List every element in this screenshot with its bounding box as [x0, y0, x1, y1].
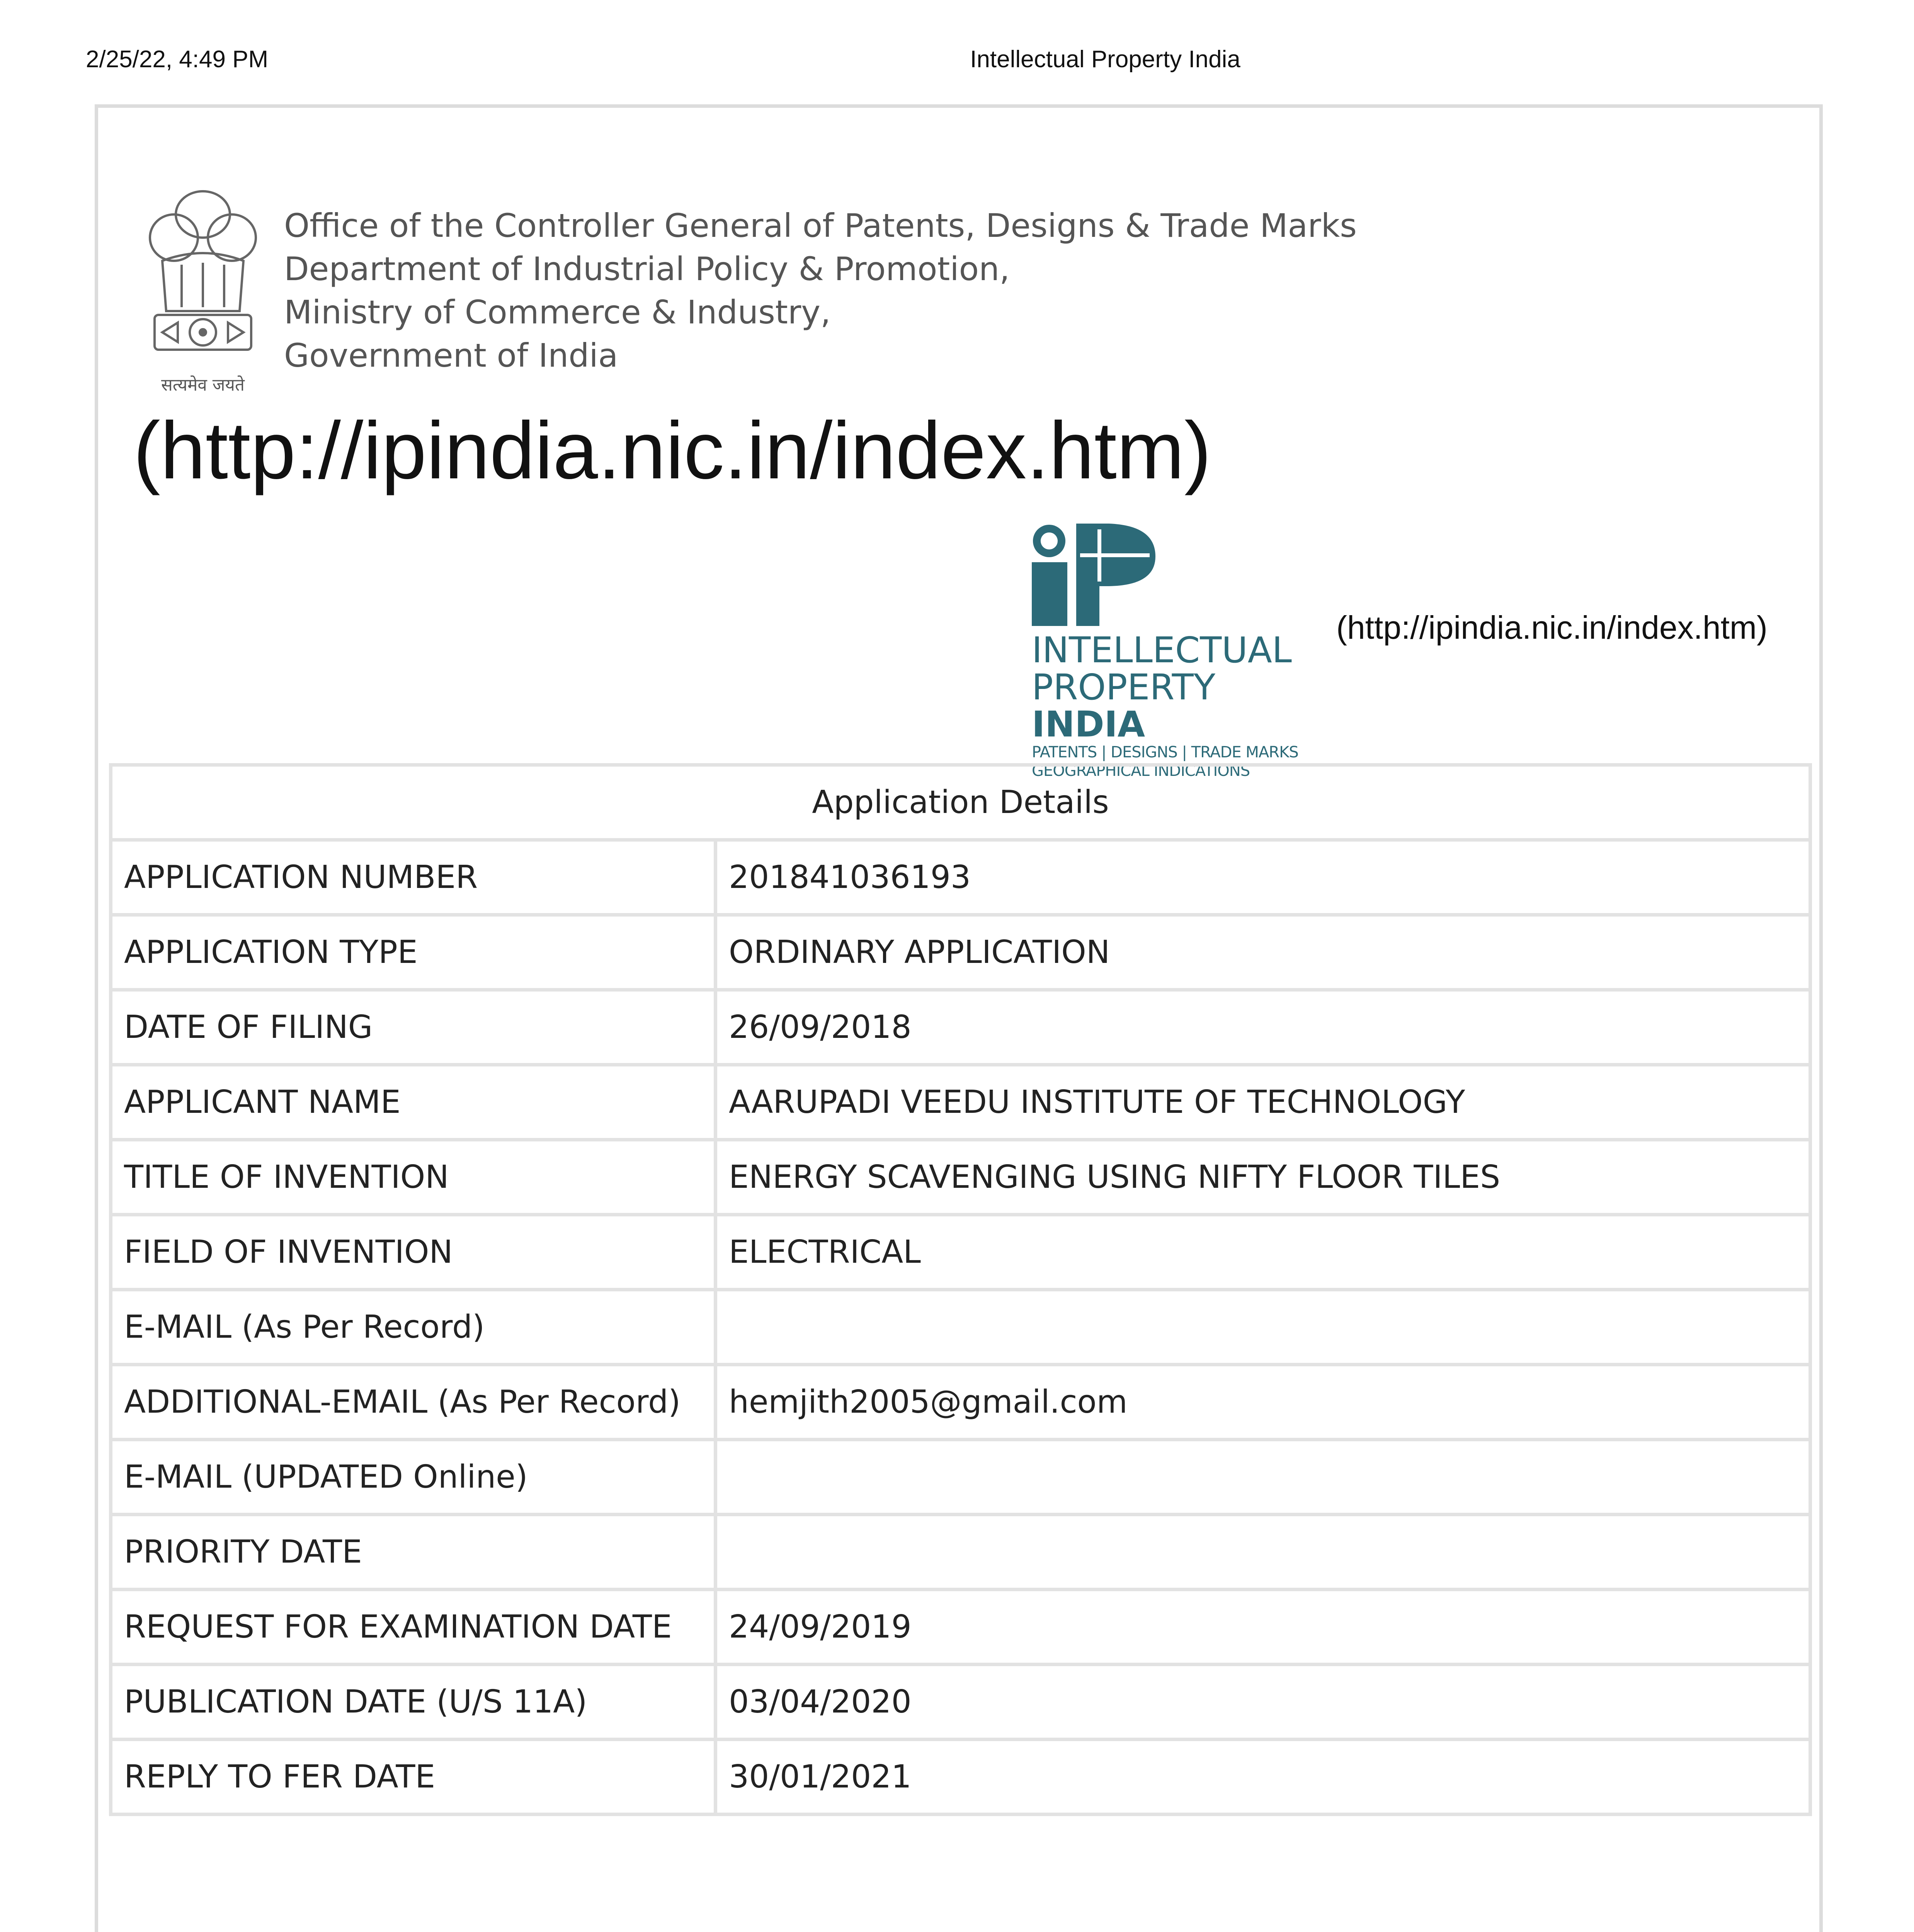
national-emblem-icon — [139, 184, 267, 369]
office-home-link[interactable]: (http://ipindia.nic.in/index.htm) — [133, 405, 1211, 496]
logo-text-intellectual: INTELLECTUAL — [1032, 629, 1292, 671]
row-label: FIELD OF INVENTION — [111, 1215, 716, 1290]
table-row — [111, 990, 1810, 1065]
table-row — [111, 840, 1810, 915]
details-heading: Application Details — [111, 765, 1810, 840]
logo-text-categories: PATENTS | DESIGNS | TRADE MARKS — [1032, 743, 1298, 761]
table-row — [111, 1440, 1810, 1515]
row-value: 26/09/2018 — [716, 990, 1810, 1065]
row-value — [716, 1290, 1810, 1365]
row-label: APPLICANT NAME — [111, 1065, 716, 1140]
table-row — [111, 1665, 1810, 1740]
row-value: ENERGY SCAVENGING USING NIFTY FLOOR TILES — [716, 1140, 1810, 1215]
office-line-4: Government of India — [284, 337, 618, 374]
logo-text-gi: GEOGRAPHICAL INDICATIONS — [1032, 762, 1250, 780]
application-details-table — [109, 763, 1812, 1816]
emblem-motto: सत्यमेव जयते — [161, 375, 245, 395]
row-label: TITLE OF INVENTION — [111, 1140, 716, 1215]
office-block — [284, 204, 1357, 377]
row-value: AARUPADI VEEDU INSTITUTE OF TECHNOLOGY — [716, 1065, 1810, 1140]
office-line-3: Ministry of Commerce & Industry, — [284, 293, 831, 331]
row-value: hemjith2005@gmail.com — [716, 1365, 1810, 1440]
office-line-2: Department of Industrial Policy & Promotion, — [284, 250, 1010, 288]
ipindia-logo-icon — [1032, 520, 1163, 628]
row-label: PRIORITY DATE — [111, 1515, 716, 1590]
table-row — [111, 1065, 1810, 1140]
print-datetime: 2/25/22, 4:49 PM — [86, 46, 269, 73]
row-value — [716, 1440, 1810, 1515]
row-label: REPLY TO FER DATE — [111, 1740, 716, 1815]
row-value: 03/04/2020 — [716, 1665, 1810, 1740]
row-label: APPLICATION NUMBER — [111, 840, 716, 915]
logo-text-india: INDIA — [1032, 704, 1145, 745]
table-row — [111, 915, 1810, 990]
table-row — [111, 1215, 1810, 1290]
logo-text-property-india — [1032, 669, 1333, 743]
ipindia-logo-link[interactable] — [1032, 520, 1333, 780]
row-value: 201841036193 — [716, 840, 1810, 915]
row-value: ELECTRICAL — [716, 1215, 1810, 1290]
table-row — [111, 1140, 1810, 1215]
row-value: 30/01/2021 — [716, 1740, 1810, 1815]
row-value — [716, 1515, 1810, 1590]
logo-text-property: PROPERTY — [1032, 667, 1216, 708]
row-label: ADDITIONAL-EMAIL (As Per Record) — [111, 1365, 716, 1440]
table-row — [111, 1290, 1810, 1365]
national-emblem-link[interactable] — [139, 184, 267, 400]
table-row — [111, 1590, 1810, 1665]
table-row — [111, 1740, 1810, 1815]
row-value: 24/09/2019 — [716, 1590, 1810, 1665]
table-row — [111, 1365, 1810, 1440]
print-page-title: Intellectual Property India — [970, 46, 1240, 73]
row-value: ORDINARY APPLICATION — [716, 915, 1810, 990]
row-label: APPLICATION TYPE — [111, 915, 716, 990]
office-line-1: Office of the Controller General of Patents, Designs & Trade Marks — [284, 207, 1357, 245]
row-label: DATE OF FILING — [111, 990, 716, 1065]
row-label: REQUEST FOR EXAMINATION DATE — [111, 1590, 716, 1665]
row-label: PUBLICATION DATE (U/S 11A) — [111, 1665, 716, 1740]
row-label: E-MAIL (UPDATED Online) — [111, 1440, 716, 1515]
details-heading-row — [111, 765, 1810, 840]
ipindia-home-link[interactable]: (http://ipindia.nic.in/index.htm) — [1336, 609, 1768, 646]
table-row — [111, 1515, 1810, 1590]
row-label: E-MAIL (As Per Record) — [111, 1290, 716, 1365]
